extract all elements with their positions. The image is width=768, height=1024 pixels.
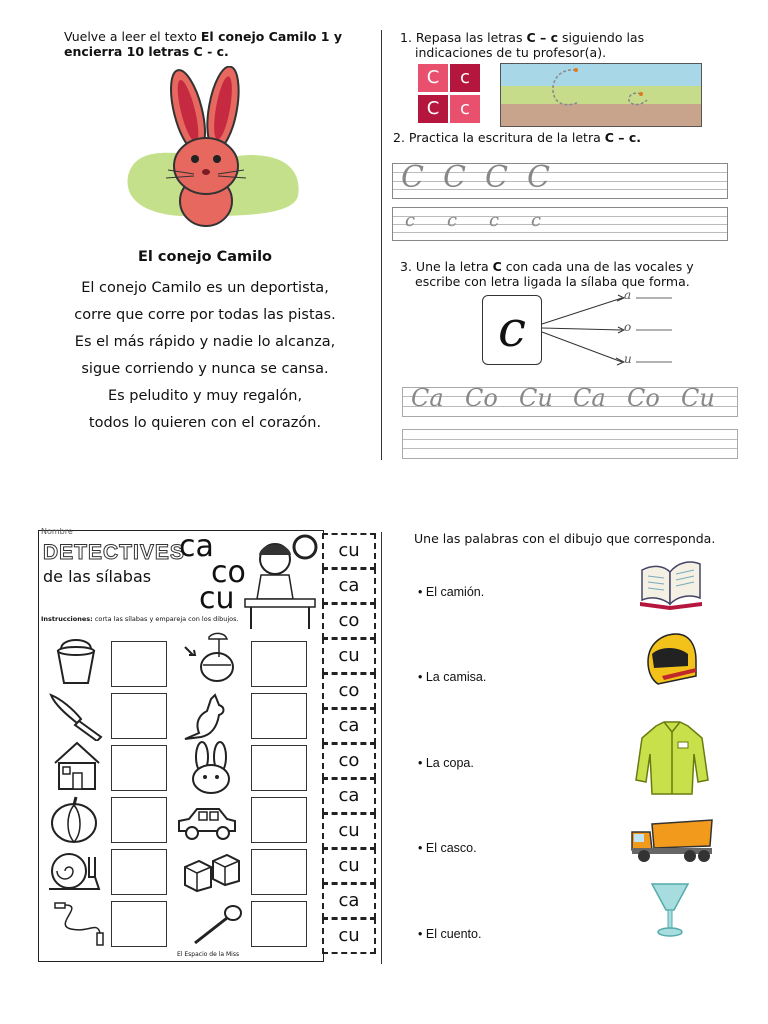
floating-co: co bbox=[211, 555, 246, 590]
poem-line: El conejo Camilo es un deportista, bbox=[81, 280, 329, 296]
house-icon bbox=[51, 741, 103, 791]
vowel-o: o bbox=[624, 320, 632, 334]
snail-icon bbox=[45, 847, 103, 893]
word-camisa: • La camisa. bbox=[418, 670, 486, 684]
floating-cu: cu bbox=[199, 581, 235, 616]
letter-tile: C bbox=[418, 64, 448, 92]
worksheet-subtitle: de las sílabas bbox=[43, 567, 152, 586]
syllable-card[interactable]: ca bbox=[322, 778, 376, 814]
shirt-icon bbox=[634, 720, 710, 796]
instructions: Instrucciones: corta las sílabas y empareja con los dibujos. bbox=[41, 615, 239, 623]
syllable-card[interactable]: cu bbox=[322, 813, 376, 849]
answer-box[interactable] bbox=[251, 901, 307, 947]
name-label: Nombre bbox=[41, 527, 73, 536]
big-letter-card: c bbox=[482, 295, 542, 365]
footer-credit: El Espacio de la Miss bbox=[177, 951, 240, 958]
poem-title: El conejo Camilo bbox=[137, 249, 273, 265]
answer-box[interactable] bbox=[251, 693, 307, 739]
intro-text: Vuelve a leer el texto El conejo Camilo 1 y encierra 10 letras C - c. bbox=[64, 29, 343, 59]
practice-lines-lower: c c c c bbox=[392, 207, 728, 241]
step-1-instruction: 1. Repasa las letras C – c siguiendo las indicaciones de tu profesor(a). bbox=[400, 30, 645, 60]
knife-icon bbox=[47, 691, 107, 741]
syllable-cu: Cu bbox=[681, 384, 715, 412]
answer-box[interactable] bbox=[111, 849, 167, 895]
book-icon bbox=[636, 556, 706, 612]
goblet-icon bbox=[650, 882, 690, 938]
syllable-co: Co bbox=[627, 384, 660, 412]
word-copa: • La copa. bbox=[418, 756, 474, 770]
tracing-strip bbox=[500, 63, 702, 127]
answer-box[interactable] bbox=[251, 797, 307, 843]
syllable-lines bbox=[402, 384, 738, 417]
syllable-card[interactable]: co bbox=[322, 673, 376, 709]
poem-line: Es peludito y muy regalón, bbox=[107, 388, 303, 404]
spoon-icon bbox=[189, 903, 245, 947]
worksheet-title: DETECTIVES bbox=[43, 541, 185, 564]
syllable-ca: Ca bbox=[573, 384, 606, 412]
answer-box[interactable] bbox=[251, 641, 307, 687]
answer-box[interactable] bbox=[111, 797, 167, 843]
floating-ca: ca bbox=[179, 529, 214, 564]
vowel-a: a bbox=[624, 288, 632, 302]
step-2-instruction: 2. Practica la escritura de la letra C – c. bbox=[393, 130, 642, 145]
syllable-co: Co bbox=[465, 384, 498, 412]
kangaroo-icon bbox=[181, 691, 233, 741]
vowel-u: u bbox=[624, 352, 632, 366]
bucket-icon bbox=[53, 639, 99, 685]
poem-line: Es el más rápido y nadie lo alcanza, bbox=[74, 334, 336, 350]
answer-box[interactable] bbox=[111, 641, 167, 687]
poem-line: corre que corre por todas las pistas. bbox=[74, 307, 336, 323]
helmet-icon bbox=[644, 632, 698, 686]
syllable-cu: Cu bbox=[519, 384, 553, 412]
car-icon bbox=[175, 801, 239, 845]
word-camion: • El camión. bbox=[418, 585, 484, 599]
bottom-divider bbox=[381, 532, 382, 964]
matching-instruction: Une las palabras con el dibujo que corresponda. bbox=[414, 531, 716, 546]
answer-box[interactable] bbox=[111, 901, 167, 947]
poem bbox=[50, 275, 360, 437]
answer-box[interactable] bbox=[251, 745, 307, 791]
dump-truck-icon bbox=[630, 818, 714, 864]
answer-box[interactable] bbox=[251, 849, 307, 895]
syllable-ca: Ca bbox=[411, 384, 444, 412]
syllable-card[interactable]: cu bbox=[322, 533, 376, 569]
practice-lines-upper: C C C C bbox=[392, 163, 728, 199]
syllable-card[interactable]: cu bbox=[322, 848, 376, 884]
coconut-drink-icon bbox=[179, 629, 235, 685]
syllable-card[interactable]: co bbox=[322, 603, 376, 639]
word-cuento: • El cuento. bbox=[418, 927, 481, 941]
worksheet bbox=[38, 527, 324, 962]
syllable-card[interactable]: cu bbox=[322, 918, 376, 954]
letter-tile: C bbox=[418, 95, 448, 123]
empty-writing-lines bbox=[402, 429, 738, 459]
cubes-icon bbox=[181, 853, 241, 893]
letter-tile: c bbox=[450, 95, 480, 123]
poem-line: sigue corriendo y nunca se cansa. bbox=[81, 361, 329, 377]
top-divider bbox=[381, 30, 382, 460]
word-casco: • El casco. bbox=[418, 841, 477, 855]
poem-line: todos lo quieren con el corazón. bbox=[88, 415, 322, 431]
connector-arrows bbox=[540, 288, 680, 372]
syllable-card[interactable]: ca bbox=[322, 883, 376, 919]
pumpkin-icon bbox=[49, 795, 99, 845]
syllable-card[interactable]: ca bbox=[322, 708, 376, 744]
answer-box[interactable] bbox=[111, 745, 167, 791]
syllable-card[interactable]: cu bbox=[322, 638, 376, 674]
step-3-instruction: 3. Une la letra C con cada una de las vocales y escribe con letra ligada la sílaba que forma. bbox=[400, 259, 694, 289]
rabbit-illustration bbox=[118, 66, 303, 231]
jump-rope-icon bbox=[45, 899, 107, 951]
rabbit-face-icon bbox=[185, 741, 237, 795]
letter-tile: c bbox=[450, 64, 480, 92]
syllable-card[interactable]: ca bbox=[322, 568, 376, 604]
syllable-card[interactable]: co bbox=[322, 743, 376, 779]
answer-box[interactable] bbox=[111, 693, 167, 739]
